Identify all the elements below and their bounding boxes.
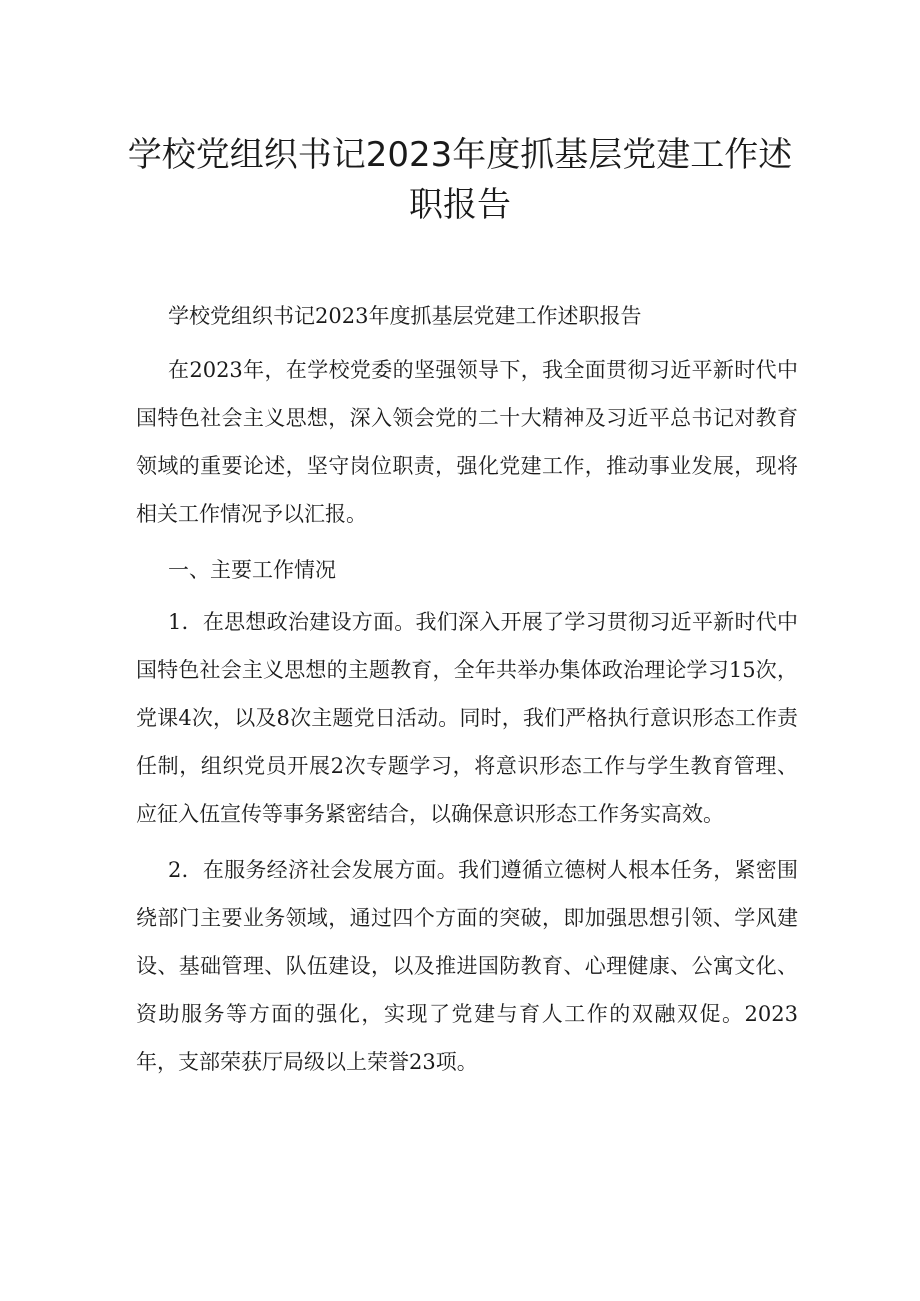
intro-paragraph: 在2023年，在学校党委的坚强领导下，我全面贯彻习近平新时代中国特色社会主义思想，深入领会党的二十大精神及习近平总书记对教育领域的重要论述，坚守岗位职责，强化党建工作，推动事业发展，现将相关工作情况予以汇报。 — [136, 358, 798, 526]
title-line-1: 学校党组织书记2023年度抓基层党建工作述 — [127, 135, 793, 175]
title-line-2: 职报告 — [409, 185, 511, 225]
section-heading: 一、主要工作情况 — [168, 558, 336, 582]
work-item-2-paragraph: 2．在服务经济社会发展方面。我们遵循立德树人根本任务，紧密围绕部门主要业务领域，通过四个方面的突破，即加强思想引领、学风建设、基础管理、队伍建设，以及推进国防教育、心理健康、公寓文化、资助服务等方面的强化，实现了党建与育人工作的双融双促。2023年，支部荣获厅局级以上荣誉23项。 — [136, 858, 798, 1074]
work-item-1-paragraph: 1．在思想政治建设方面。我们深入开展了学习贯彻习近平新时代中国特色社会主义思想的主题教育，全年共举办集体政治理论学习15次，党课4次，以及8次主题党日活动。同时，我们严格执行意识形态工作责任制，组织党员开展2次专题学习，将意识形态工作与学生教育管理、应征入伍宣传等事务紧密结合，以确保意识形态工作务实高效。 — [136, 610, 798, 826]
document-subtitle: 学校党组织书记2023年度抓基层党建工作述职报告 — [168, 304, 642, 328]
document-body — [136, 292, 798, 1094]
document-title — [100, 130, 820, 230]
